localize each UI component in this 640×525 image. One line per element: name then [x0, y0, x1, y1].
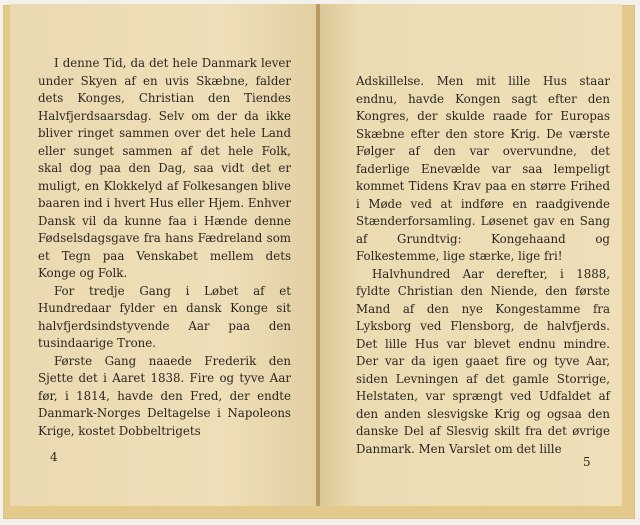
paragraph: Første Gang naaede Frederik den Sjette det i Aaret 1838. Fire og tyve Aar før, i 1814, havde den Fred, der endte Danmark-Norges Deltagelse i Napoleons Krige, kostet Dobbeltrigets [38, 353, 291, 438]
paragraph: For tredje Gang i Løbet af et Hundredaar fylder en dansk Konge sit halvfjerdsindstyvende Aar paa den tusindaarige Trone. [38, 283, 291, 350]
page-number-left: 4 [50, 450, 58, 464]
left-page-text [38, 55, 291, 440]
paragraph: Halvhundred Aar derefter, i 1888, fyldte Christian den Niende, den første Mand af den nye Kongestamme fra Lyksborg ved Flensborg, de halvfjerds. Det lille Hus var blevet endnu mindre. Der var da igen gaaet fire og tyve Aar, siden Levningen af det gamle Storrige, Helstaten, var sprængt ved Udfaldet af den anden slesvigske Krig og ogsaa den danske Del af Slesvig skilt fra det øvrige Danmark. Men Varslet om det lille [356, 266, 610, 456]
page-number-right: 5 [583, 455, 591, 469]
right-page-text [356, 73, 610, 458]
paragraph: I denne Tid, da det hele Danmark lever under Skyen af en uvis Skæbne, falder dets Konges, Christian den Tiendes Halvfjerdsaarsdag. Selv om der da ikke bliver ringet sammen over det hele Land eller sunget sammen af det hele Folk, skal dog paa den Dag, saa vidt det er muligt, en Klokkelyd af Folkesangen blive baaren ind i hvert Hus eller Hjem. Enhver Dansk vil da kunne faa i Hænde denne Fødselsdagsgave fra hans Fædreland som et Tegn paa Venskabet mellem dets Konge og Folk. [38, 56, 291, 280]
paragraph: Adskillelse. Men mit lille Hus staar endnu, havde Kongen sagt efter den Kongres, der skulde raade for Europas Skæbne efter den store Krig. De værste Følger af den var overvundne, det faderlige Enevælde var saa lempeligt kommet Tidens Krav paa en større Frihed i Møde ved at indføre en raadgivende Stænderforsamling. Løsenet gav en Sang af Grundtvig: Kongehaand og Folkestemme, lige stærke, lige fri! [356, 74, 610, 263]
